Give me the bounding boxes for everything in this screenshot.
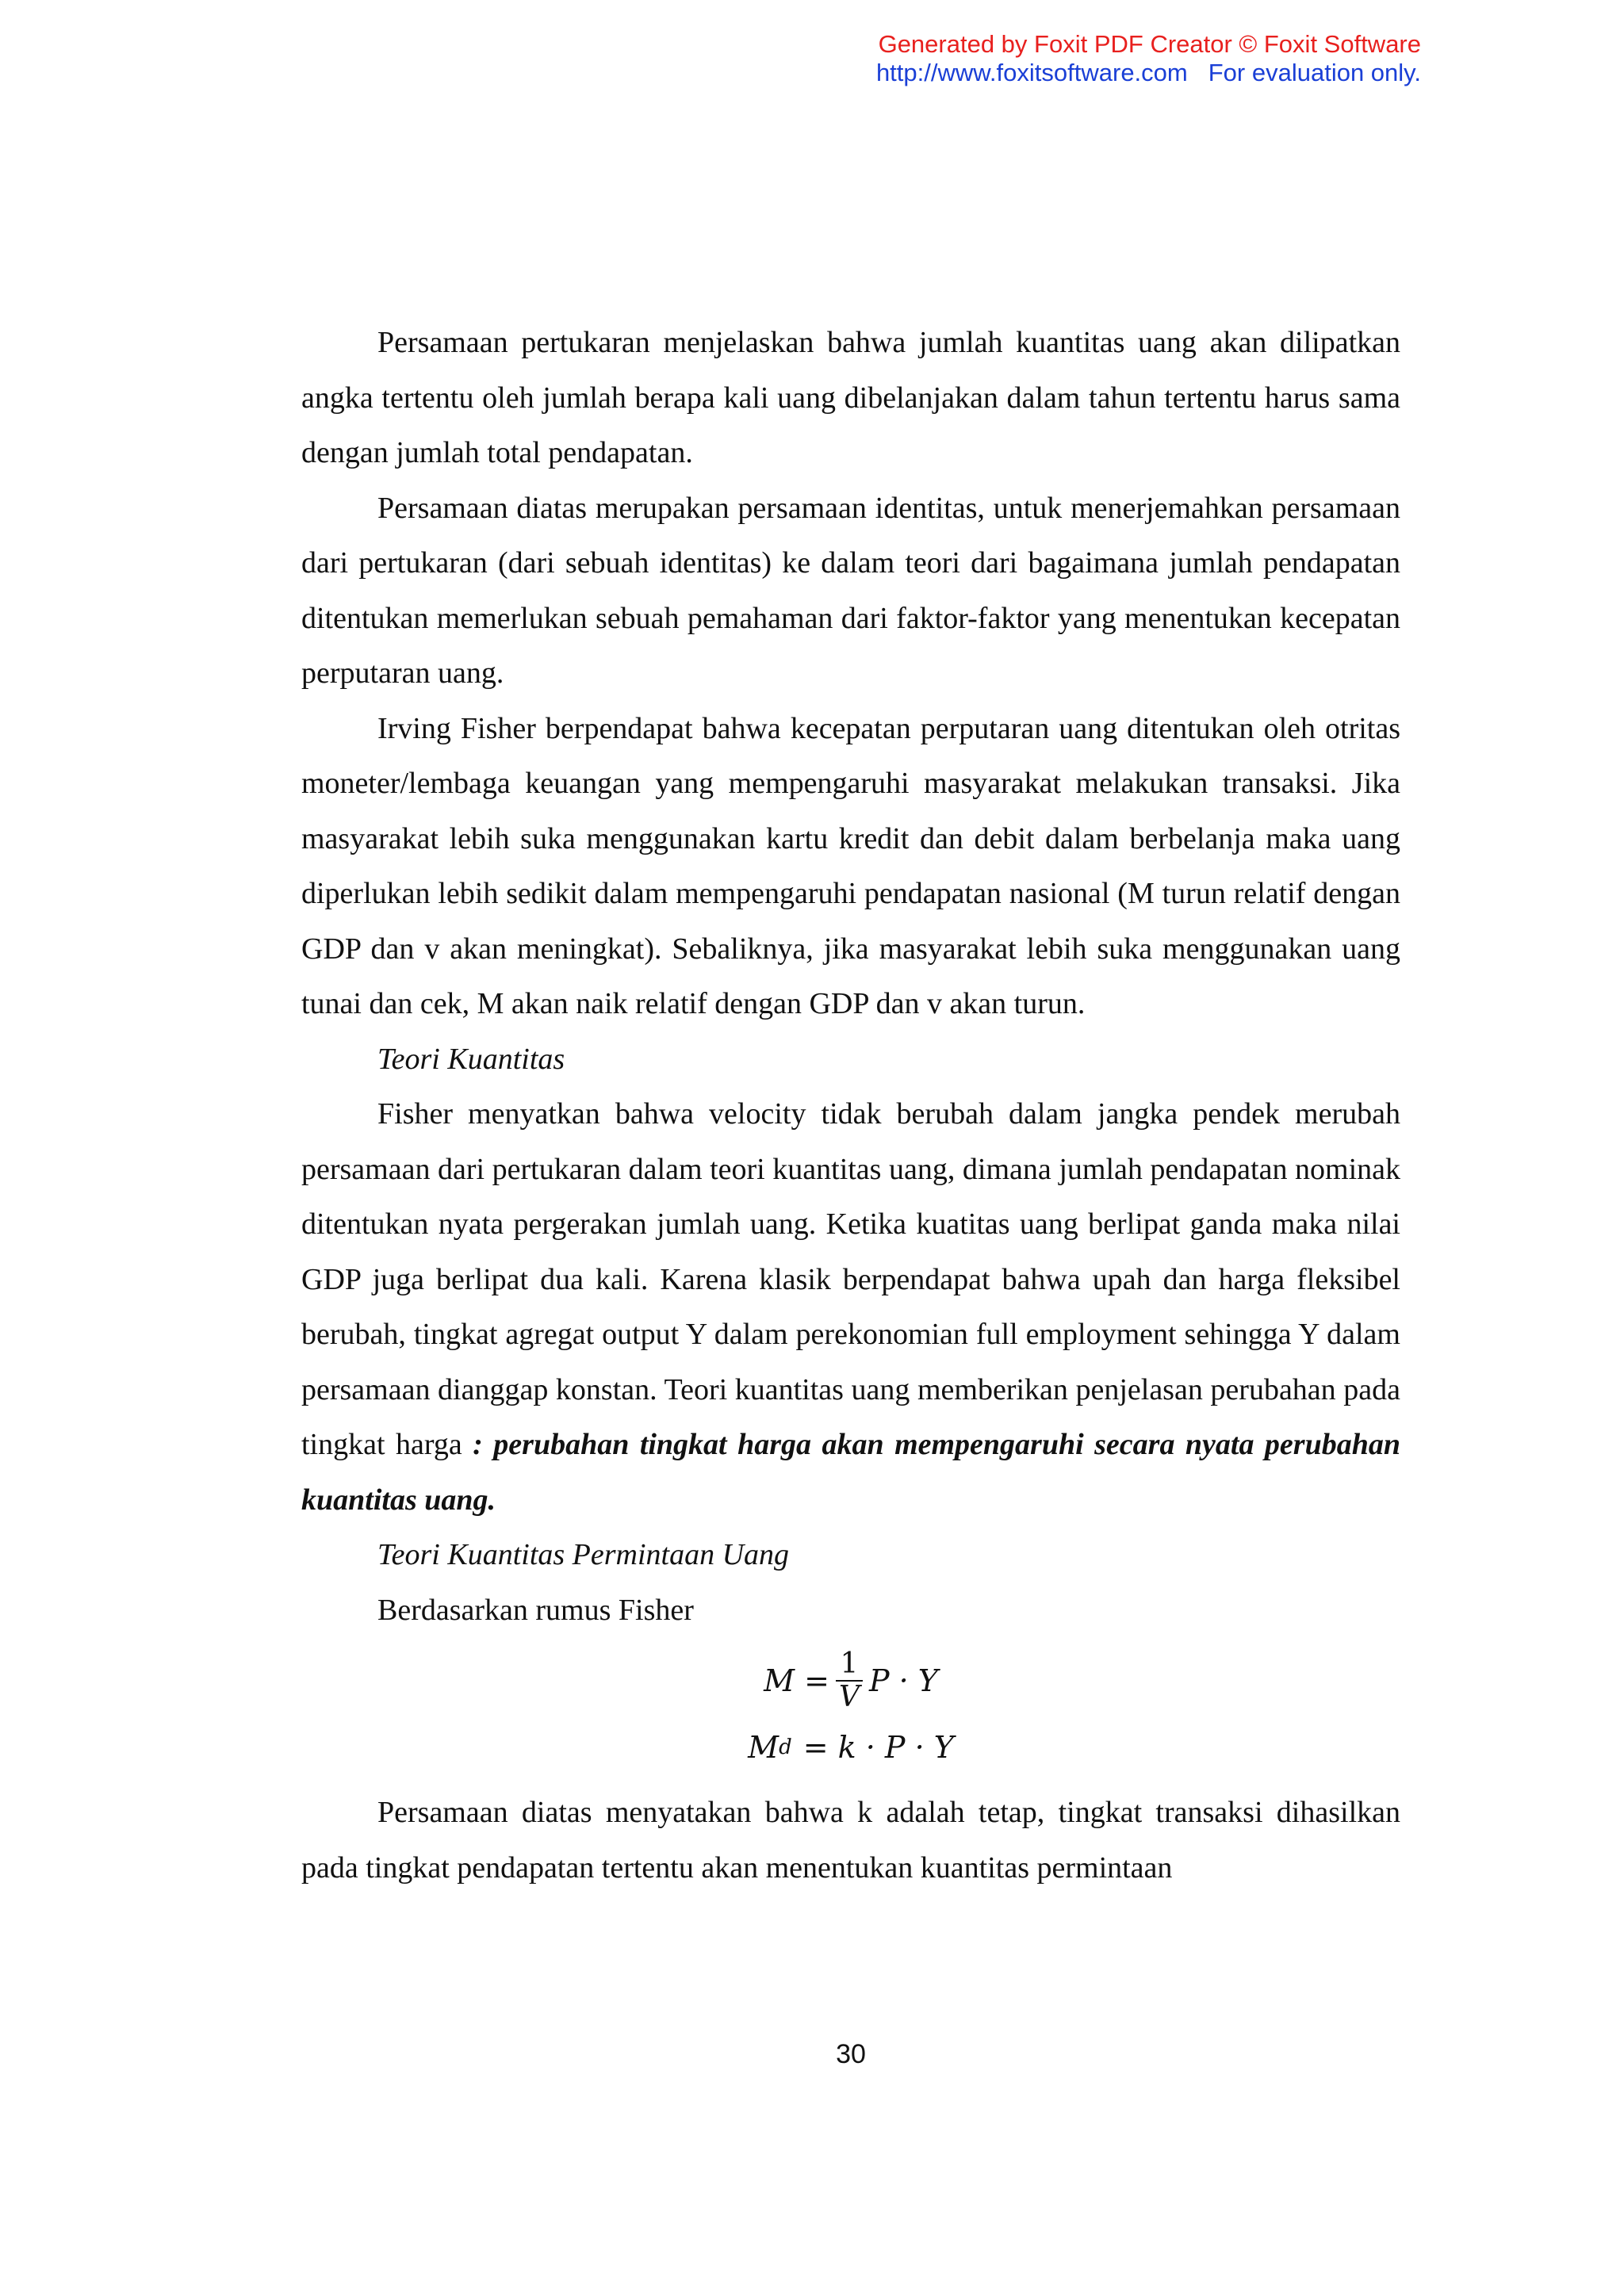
eq1-rhs: P · Y [868, 1663, 938, 1698]
section-heading-permintaan-uang: Teori Kuantitas Permintaan Uang [377, 1538, 790, 1571]
eq1-denominator: V [836, 1680, 863, 1713]
eq2-superscript: d [779, 1735, 792, 1759]
paragraph-5: Berdasarkan rumus Fisher [377, 1593, 694, 1627]
formula-equation-2 [301, 1717, 1400, 1777]
watermark-url[interactable]: http://www.foxitsoftware.com [875, 59, 1188, 86]
eq1-lhs: M = [764, 1663, 829, 1698]
eq2-base: M [748, 1730, 779, 1765]
paragraph-4-text: Fisher menyatkan bahwa velocity tidak berubah dalam jangka pendek merubah persamaan dari pertukaran dalam teori kuantitas uang, dimana jumlah pendapatan nominak ditentukan nyata pergerakan jumlah uang. Ketika kuatitas uang berlipat ganda maka nilai GDP juga berlipat dua kali. Karena klasik berpendapat bahwa upah dan harga fleksibel berubah, tingkat agregat output Y dalam perekonomian full employment sehingga Y dalam persamaan dianggap konstan. Teori kuantitas uang memberikan penjelasan perubahan pada tingkat harga [301, 1097, 1400, 1461]
fisher-formula [301, 1644, 1400, 1777]
page-body [301, 316, 1400, 1896]
eq2-rhs: = k · P · Y [802, 1730, 954, 1765]
formula-equation-1 [301, 1644, 1400, 1717]
paragraph-1: Persamaan pertukaran menjelaskan bahwa jumlah kuantitas uang akan dilipatkan angka tertentu oleh jumlah berapa kali uang dibelanjakan dalam tahun tertentu harus sama dengan jumlah total pendapatan. [301, 326, 1400, 469]
eq1-numerator: 1 [840, 1647, 859, 1680]
foxit-watermark [876, 30, 1421, 87]
paragraph-3: Irving Fisher berpendapat bahwa kecepatan perputaran uang ditentukan oleh otritas moneter/lembaga keuangan yang mempengaruhi masyarakat melakukan transaksi. Jika masyarakat lebih suka menggunakan kartu kredit dan debit dalam berbelanja maka uang diperlukan lebih sedikit dalam mempengaruhi pendapatan nasional (M turun relatif dengan GDP dan v akan meningkat). Sebaliknya, jika masyarakat lebih suka menggunakan uang tunai dan cek, M akan naik relatif dengan GDP dan v akan turun. [301, 711, 1400, 1020]
watermark-eval-note: For evaluation only. [1208, 59, 1421, 86]
paragraph-2: Persamaan diatas merupakan persamaan identitas, untuk menerjemahkan persamaan dari pertukaran (dari sebuah identitas) ke dalam teori dari bagaimana jumlah pendapatan ditentukan memerlukan sebuah pemahaman dari faktor-faktor yang menentukan kecepatan perputaran uang. [301, 491, 1400, 690]
paragraph-6: Persamaan diatas menyatakan bahwa k adalah tetap, tingkat transaksi dihasilkan pada tingkat pendapatan tertentu akan menentukan kuantitas permintaan [301, 1796, 1400, 1885]
watermark-line1: Generated by Foxit PDF Creator © Foxit Software [878, 30, 1421, 58]
section-heading-teori-kuantitas: Teori Kuantitas [377, 1042, 565, 1076]
eq1-fraction [836, 1648, 863, 1713]
watermark-line2 [876, 59, 1421, 87]
paragraph-4-emphasis: : perubahan tingkat harga akan mempengaruhi secara nyata perubahan kuantitas uang. [301, 1428, 1400, 1517]
page-number: 30 [836, 2039, 866, 2069]
paragraph-4 [301, 1087, 1400, 1528]
